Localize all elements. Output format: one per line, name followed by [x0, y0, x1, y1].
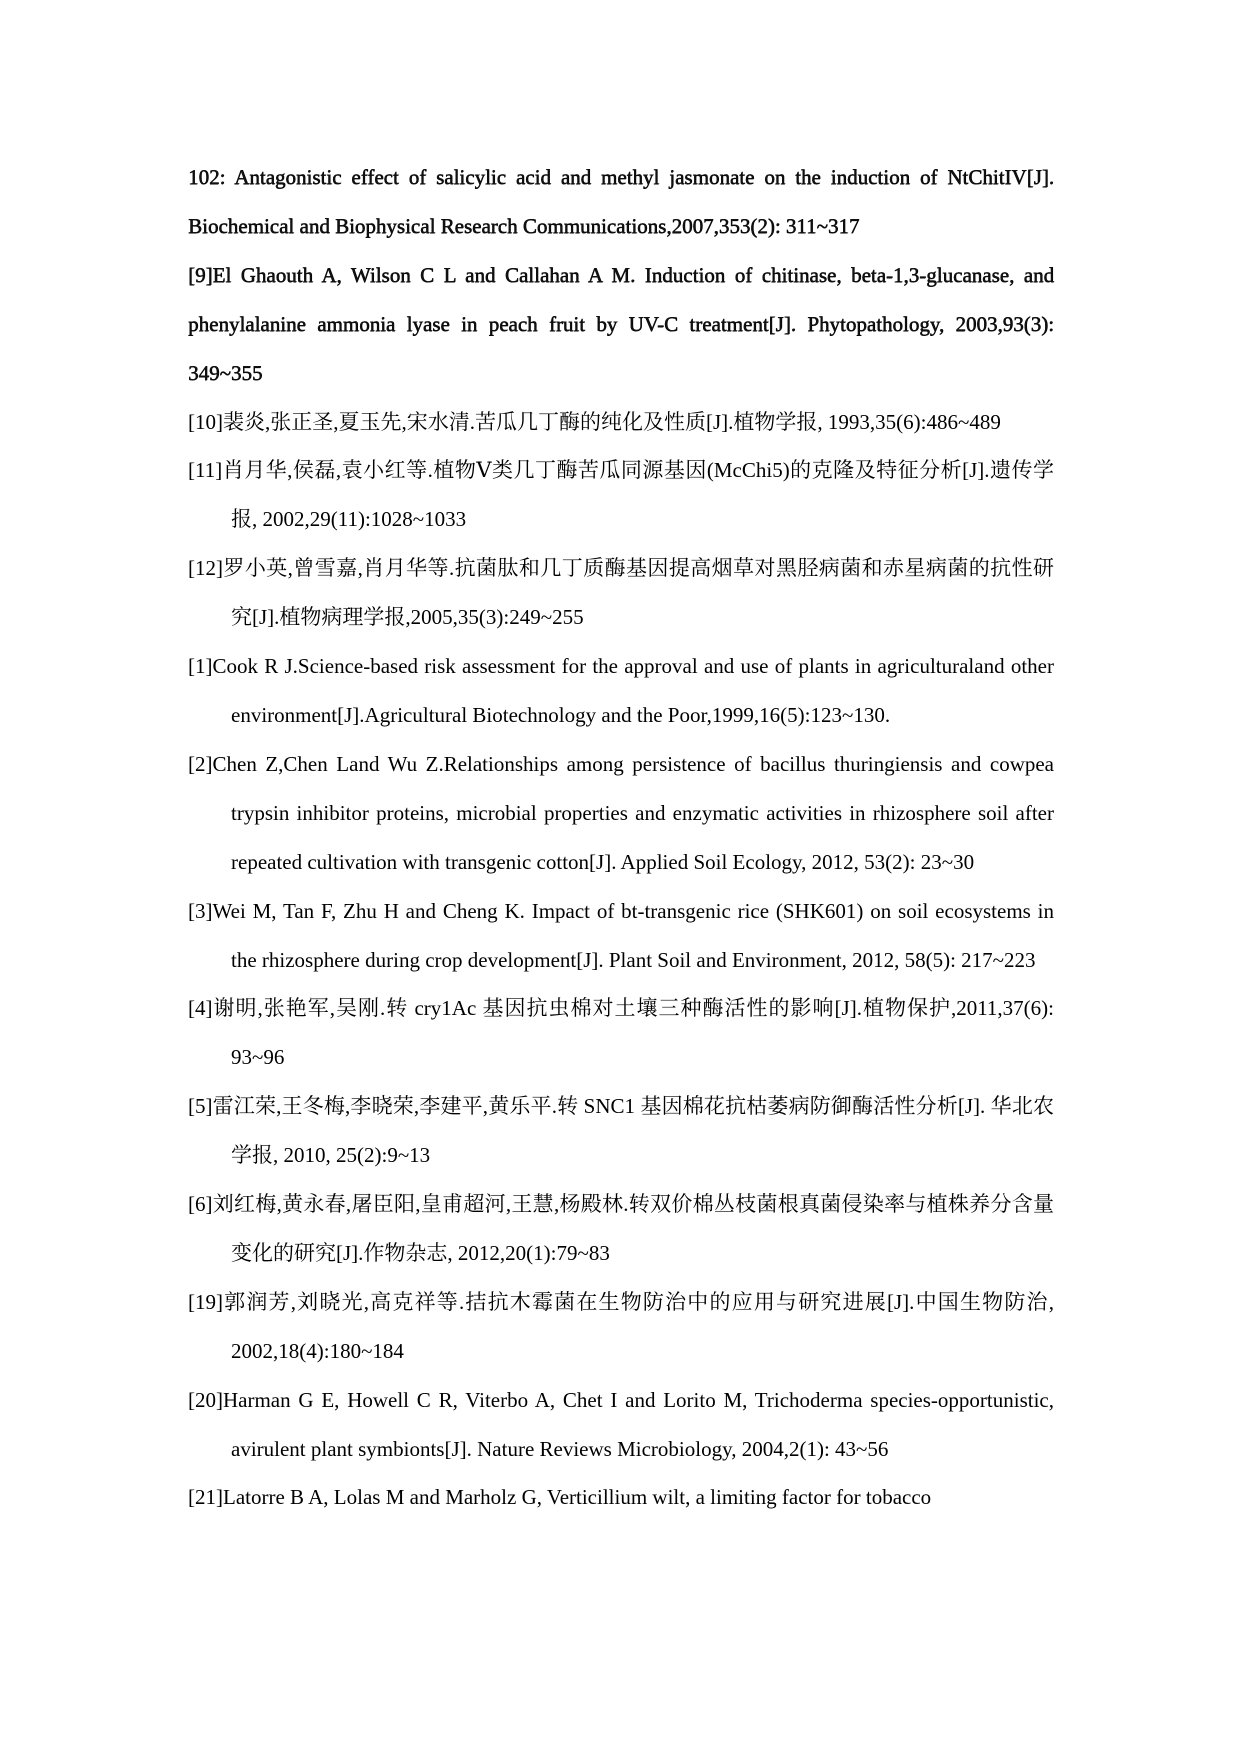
reference-entry: [19]郭润芳,刘晓光,高克祥等.拮抗木霉菌在生物防治中的应用与研究进展[J].中国生物防治, 2002,18(4):180~184	[188, 1289, 1054, 1363]
reference-entry: [12]罗小英,曾雪嘉,肖月华等.抗菌肽和几丁质酶基因提高烟草对黑胫病菌和赤星病菌的抗性研究[J].植物病理学报,2005,35(3):249~255	[188, 556, 1054, 630]
reference-entry: [20]Harman G E, Howell C R, Viterbo A, Chet I and Lorito M, Trichoderma species-opportunistic, avirulent plant symbionts[J]. Nature Reviews Microbiology, 2004,2(1): 43~56	[188, 1387, 1054, 1461]
reference-entry: [9]El Ghaouth A, Wilson C L and Callahan A M. Induction of chitinase, beta-1,3-glucanase, and phenylalanine ammonia lyase in peach fruit by UV-C treatment[J]. Phytopathology, 2003,93(3): 349~355	[188, 262, 1054, 385]
reference-entry: [11]肖月华,侯磊,袁小红等.植物Ⅴ类几丁酶苦瓜同源基因(McChi5)的克隆及特征分析[J].遗传学报, 2002,29(11):1028~1033	[188, 458, 1054, 532]
reference-entry: [5]雷江荣,王冬梅,李晓荣,李建平,黄乐平.转 SNC1 基因棉花抗枯萎病防御酶活性分析[J]. 华北农学报, 2010, 25(2):9~13	[188, 1094, 1054, 1168]
reference-entry: [2]Chen Z,Chen Land Wu Z.Relationships among persistence of bacillus thuringiensis and cowpea trypsin inhibitor proteins, microbial properties and enzymatic activities in rhizosphere soil after repeated cultivation with transgenic cotton[J]. Applied Soil Ecology, 2012, 53(2): 23~30	[188, 751, 1054, 874]
reference-entry: [21]Latorre B A, Lolas M and Marholz G, Verticillium wilt, a limiting factor for tobacco	[188, 1485, 932, 1510]
reference-entry: [6]刘红梅,黄永春,屠臣阳,皇甫超河,王慧,杨殿林.转双价棉丛枝菌根真菌侵染率与植株养分含量变化的研究[J].作物杂志, 2012,20(1):79~83	[188, 1192, 1054, 1265]
reference-entry: 102: Antagonistic effect of salicylic acid and methyl jasmonate on the induction of NtChitIV[J]. Biochemical and Biophysical Research Communications,2007,353(2): 311~317	[188, 165, 1054, 238]
reference-entry: [4]谢明,张艳军,吴刚.转 cry1Ac 基因抗虫棉对土壤三种酶活性的影响[J].植物保护,2011,37(6): 93~96	[188, 996, 1054, 1070]
reference-entry: [1]Cook R J.Science-based risk assessment for the approval and use of plants in agriculturaland other environment[J].Agricultural Biotechnology and the Poor,1999,16(5):123~130.	[188, 654, 1054, 727]
reference-entry: [10]裴炎,张正圣,夏玉先,宋水清.苦瓜几丁酶的纯化及性质[J].植物学报, 1993,35(6):486~489	[188, 409, 1001, 434]
reference-entry: [3]Wei M, Tan F, Zhu H and Cheng K. Impact of bt-transgenic rice (SHK601) on soil ecosystems in the rhizosphere during crop development[J]. Plant Soil and Environment, 2012, 58(5): 217~223	[188, 898, 1054, 972]
reference-list	[188, 153, 1054, 1522]
